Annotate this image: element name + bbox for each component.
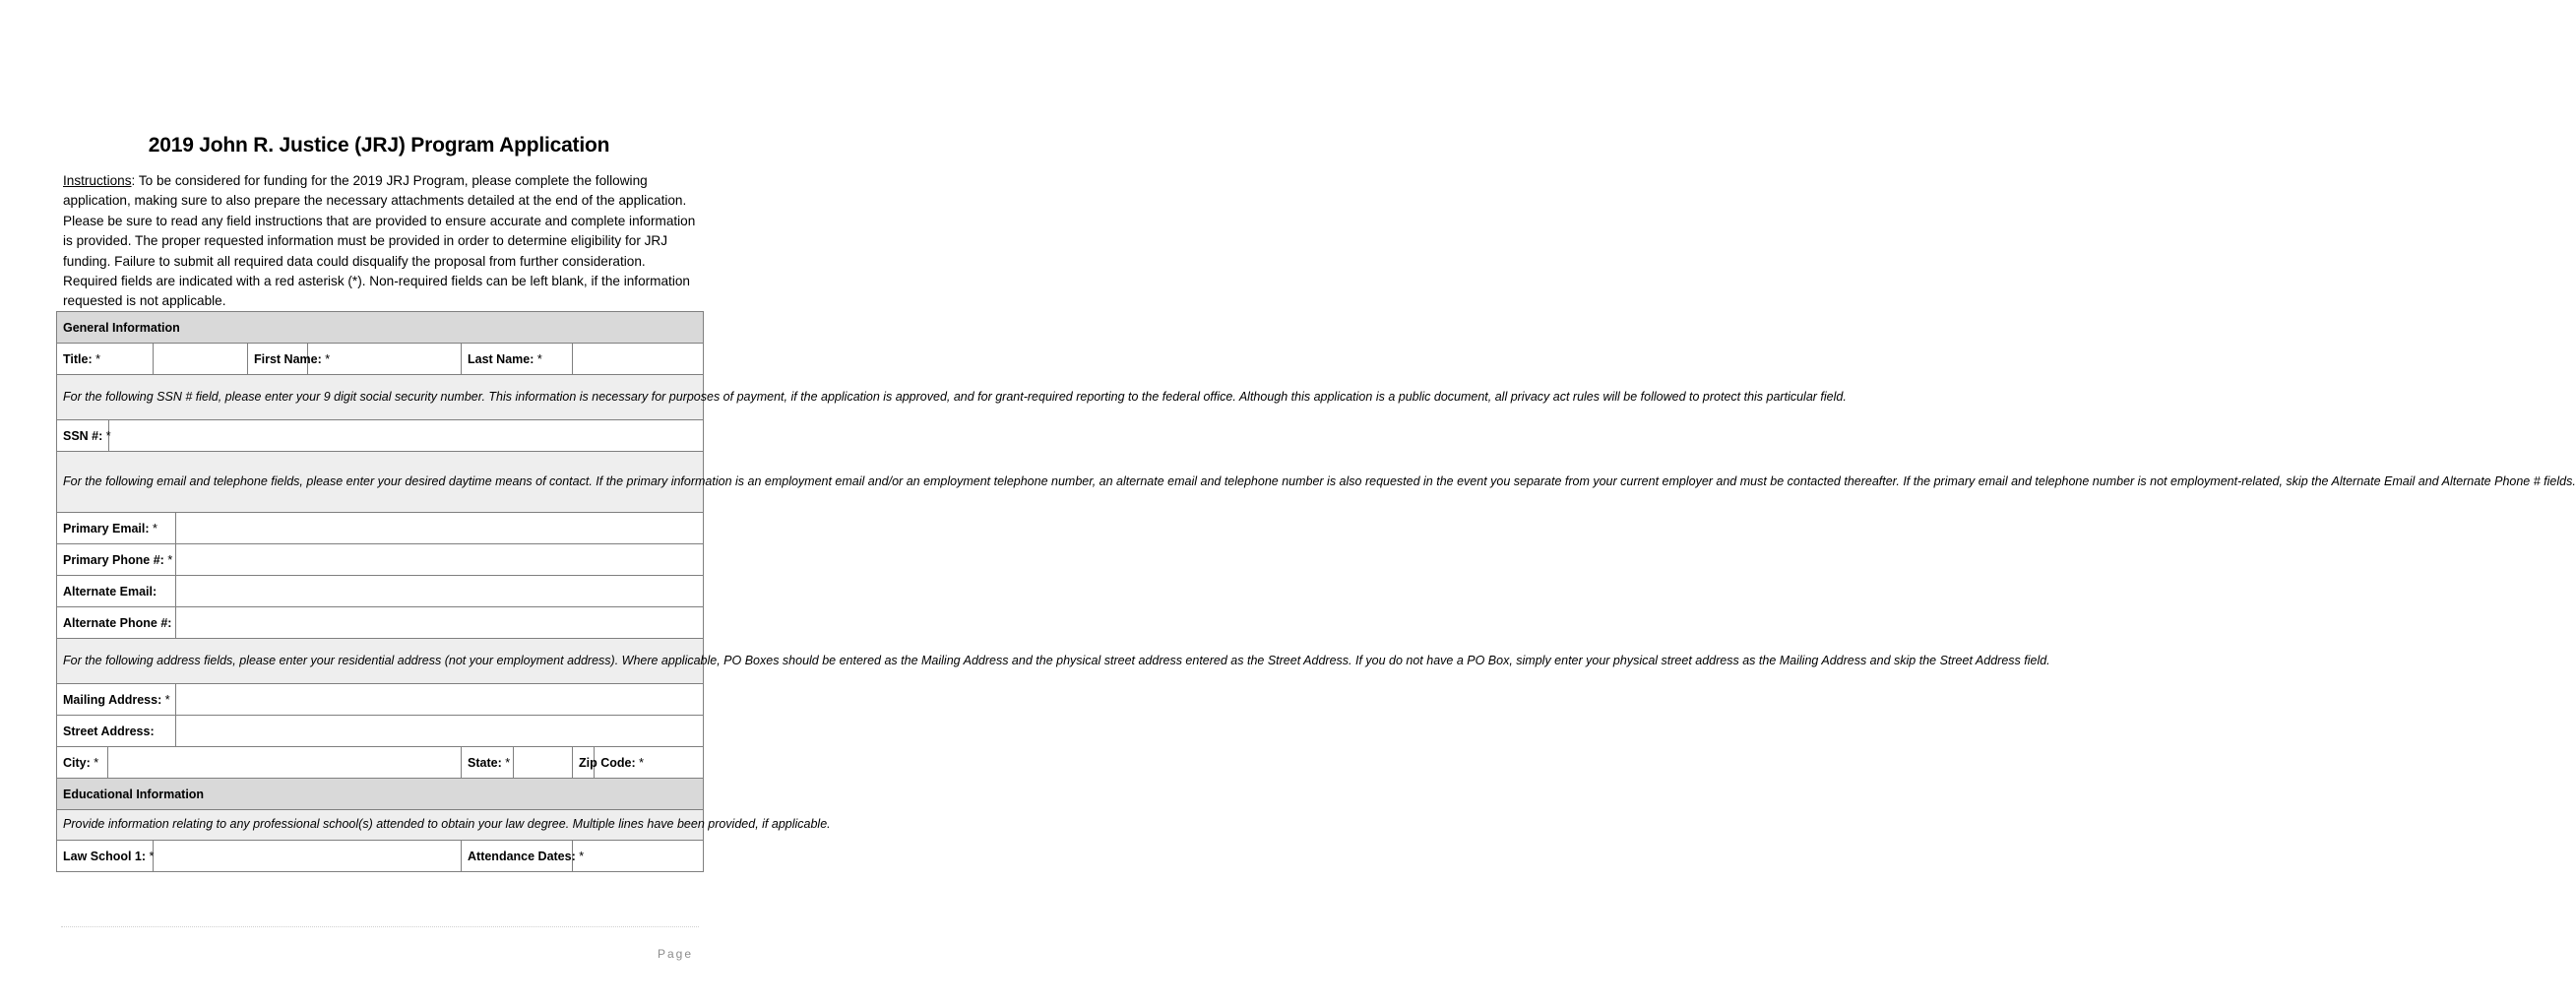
primary-phone-field[interactable]: [176, 544, 704, 576]
alternate-phone-field[interactable]: [176, 607, 704, 639]
application-form-table: [56, 311, 2576, 872]
ssn-field[interactable]: [109, 420, 704, 452]
educational-information-heading: Educational Information: [57, 779, 704, 810]
footer-divider: [61, 926, 699, 927]
law-school-1-label: Law School 1: *: [57, 841, 154, 872]
street-address-label: Street Address:: [57, 716, 176, 747]
ssn-instruction-note: For the following SSN # field, please enter your 9 digit social security number. This information is necessary for purposes of payment, if the application is approved, and for grant-required reporting to the federal office. Although this application is a public document, all privacy act rules will be followed to protect this particular field.: [57, 375, 704, 420]
attendance-dates-field[interactable]: [573, 841, 704, 872]
education-instruction-note: Provide information relating to any professional school(s) attended to obtain your law degree. Multiple lines have been provided, if applicable.: [57, 810, 704, 841]
last-name-label: Last Name: *: [462, 344, 573, 375]
general-information-heading: General Information: [57, 312, 704, 344]
contact-instruction-note: For the following email and telephone fields, please enter your desired daytime means of contact. If the primary information is an employment email and/or an employment telephone number, an alternate email and telephone number is also requested in the event you separate from your current employer and must be contacted thereafter. If the primary email and telephone number is not employment-related, skip the Alternate Email and Alternate Phone # fields.: [57, 452, 704, 513]
attendance-dates-label: Attendance Dates: *: [462, 841, 573, 872]
page-title: 2019 John R. Justice (JRJ) Program Application: [148, 134, 610, 157]
alternate-email-label: Alternate Email:: [57, 576, 176, 607]
instructions-lead: Instructions: [63, 173, 132, 188]
mailing-address-field[interactable]: [176, 684, 704, 716]
mailing-address-label: Mailing Address: *: [57, 684, 176, 716]
instructions-text: : To be considered for funding for the 2019 JRJ Program, please complete the following application, making sure to also prepare the necessary attachments detailed at the end of the application. Please be sure to read any field instructions that are provided to ensure accurate and complete information is provided. The proper requested information must be provided in order to determine eligibility for JRJ funding. Failure to submit all required data could disqualify the proposal from further consideration. Required fields are indicated with a red asterisk (*). Non-required fields can be left blank, if the information requested is not applicable.: [63, 173, 696, 309]
city-field[interactable]: [108, 747, 462, 779]
alternate-email-field[interactable]: [176, 576, 704, 607]
first-name-field[interactable]: [308, 344, 462, 375]
address-instruction-note: For the following address fields, please enter your residential address (not your employment address). Where applicable, PO Boxes should be entered as the Mailing Address and the physical street address entered as the Street Address. If you do not have a PO Box, simply enter your physical street address as the Mailing Address and skip the Street Address field.: [57, 639, 704, 684]
first-name-label: First Name: *: [248, 344, 308, 375]
primary-email-label: Primary Email: *: [57, 513, 176, 544]
last-name-field[interactable]: [573, 344, 704, 375]
law-school-1-field[interactable]: [154, 841, 462, 872]
state-field[interactable]: [514, 747, 573, 779]
primary-phone-label: Primary Phone #: *: [57, 544, 176, 576]
zip-code-label: Zip Code: *: [573, 747, 595, 779]
page-number-label: Page: [658, 947, 694, 961]
instructions-paragraph: [63, 171, 701, 312]
primary-email-field[interactable]: [176, 513, 704, 544]
title-label: Title: *: [57, 344, 154, 375]
city-label: City: *: [57, 747, 108, 779]
state-label: State: *: [462, 747, 514, 779]
street-address-field[interactable]: [176, 716, 704, 747]
alternate-phone-label: Alternate Phone #:: [57, 607, 176, 639]
title-field[interactable]: [154, 344, 248, 375]
ssn-label: SSN #: *: [57, 420, 109, 452]
